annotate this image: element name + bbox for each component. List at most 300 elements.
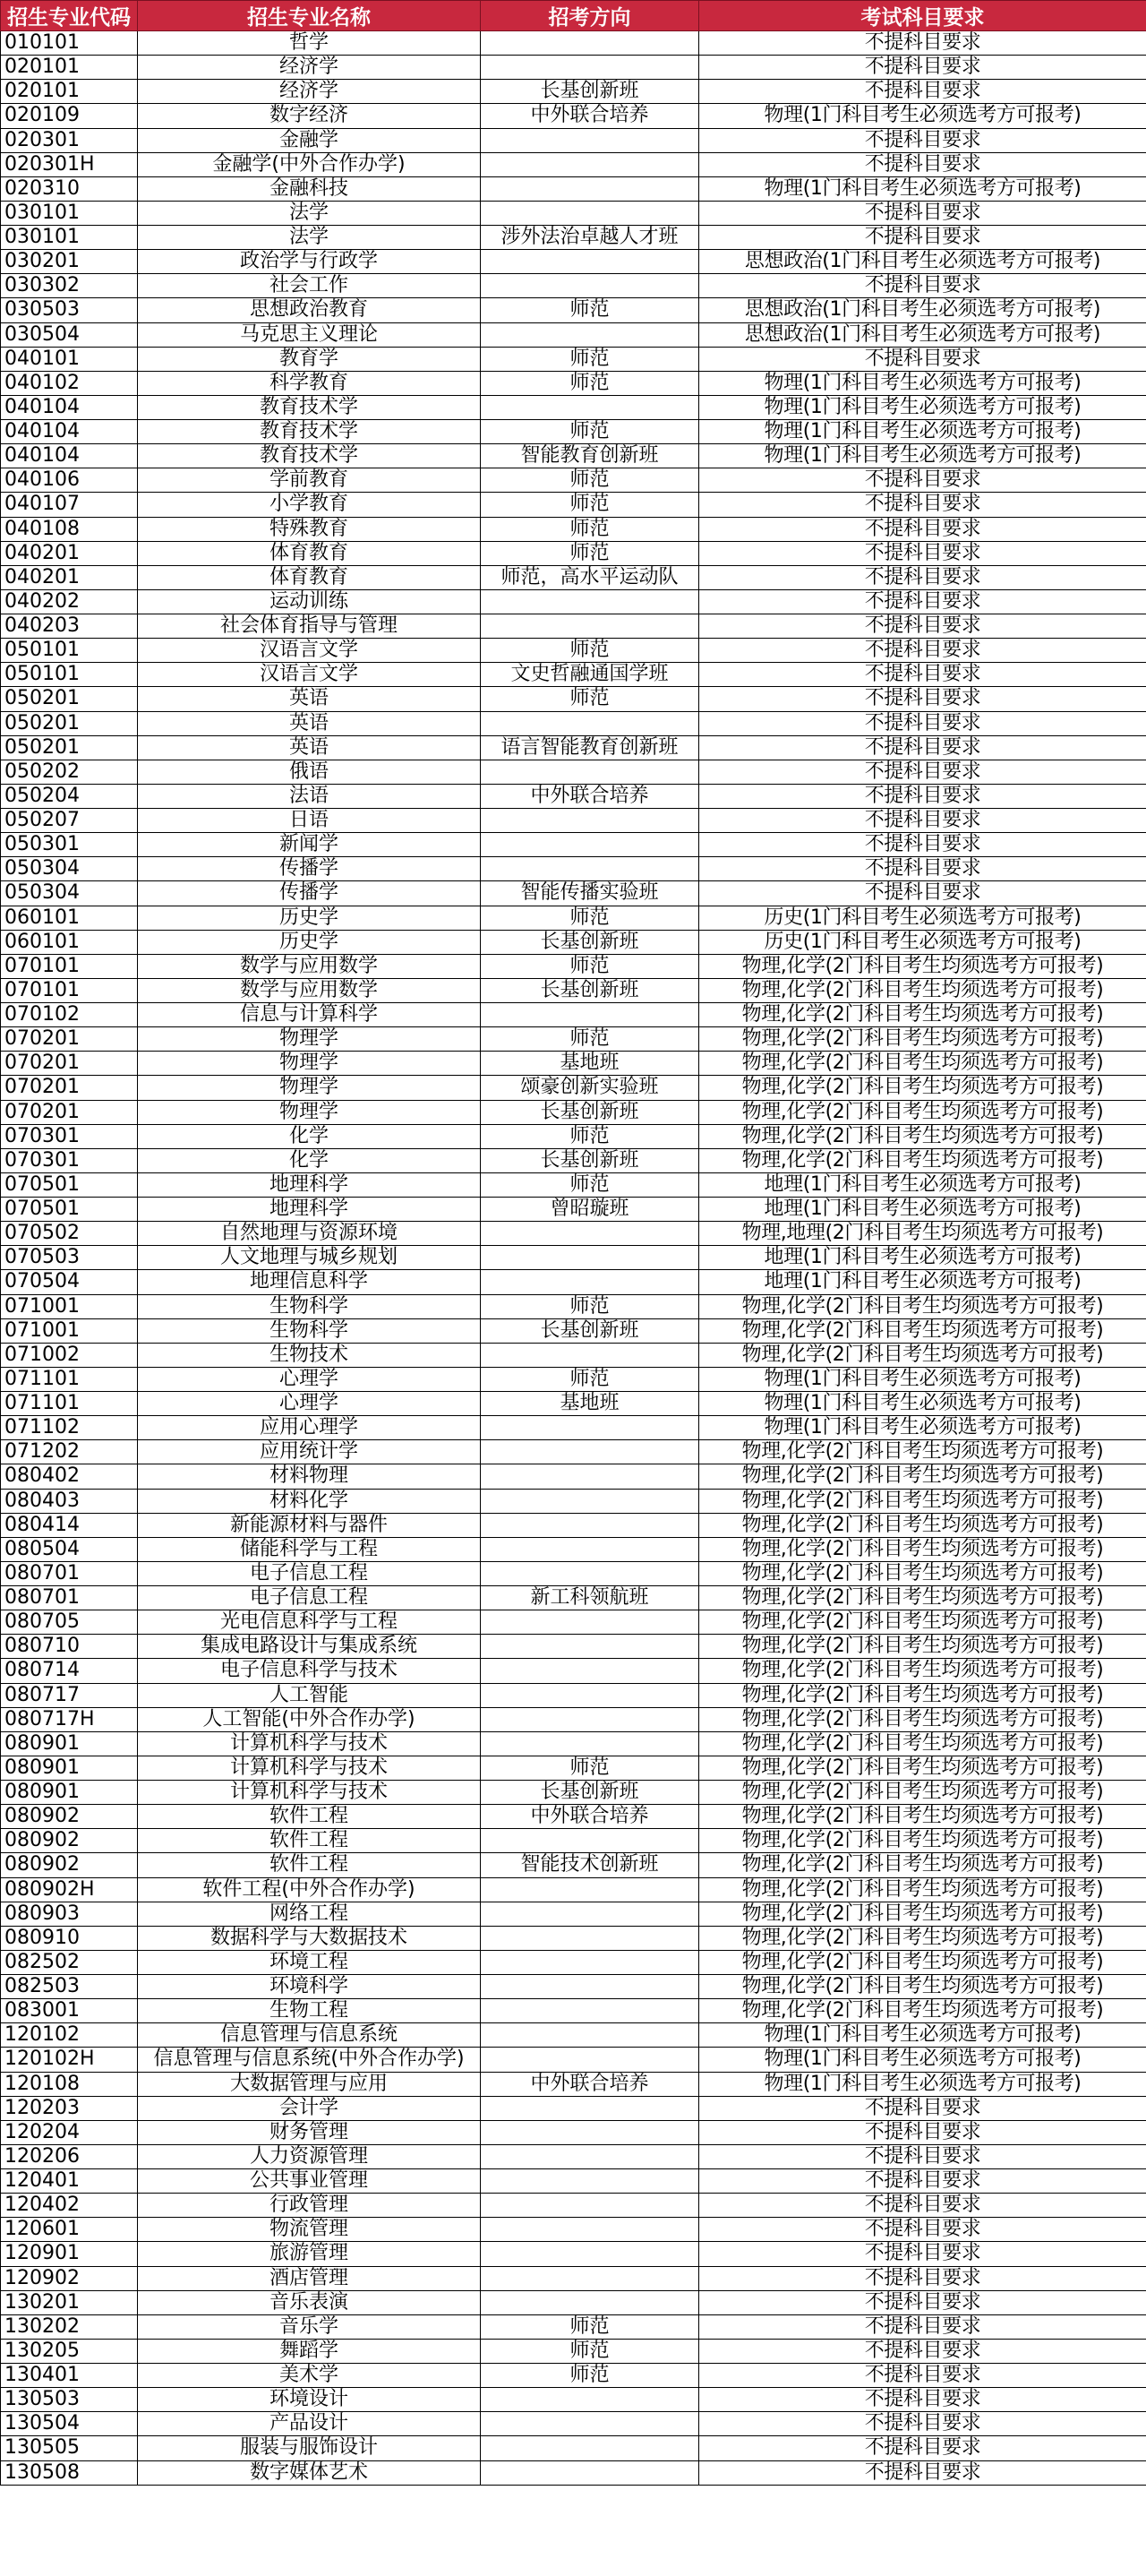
cell-name: 行政管理 <box>138 2194 481 2218</box>
cell-requirement: 物理,化学(2门科目考生均须选考方可报考) <box>699 1003 1146 1027</box>
table-row <box>1 2120 1146 2144</box>
table-body <box>1 31 1146 2486</box>
cell-name: 电子信息工程 <box>138 1586 481 1610</box>
cell-direction <box>481 1975 699 1999</box>
table-row <box>1 420 1146 444</box>
cell-code: 050304 <box>1 857 138 881</box>
cell-direction <box>481 2266 699 2290</box>
cell-direction <box>481 2290 699 2314</box>
cell-name: 生物科学 <box>138 1294 481 1318</box>
cell-name: 传播学 <box>138 857 481 881</box>
cell-requirement: 不提科目要求 <box>699 565 1146 589</box>
cell-code: 071202 <box>1 1440 138 1464</box>
cell-code: 080903 <box>1 1902 138 1926</box>
cell-code: 070503 <box>1 1246 138 1270</box>
table-row <box>1 298 1146 322</box>
cell-code: 070301 <box>1 1124 138 1148</box>
cell-code: 070101 <box>1 954 138 978</box>
cell-direction <box>481 589 699 614</box>
cell-requirement: 不提科目要求 <box>699 541 1146 565</box>
cell-code: 071101 <box>1 1392 138 1416</box>
cell-direction: 师范 <box>481 2364 699 2388</box>
cell-direction: 长基创新班 <box>481 1781 699 1805</box>
table-row <box>1 735 1146 760</box>
table-row <box>1 1367 1146 1391</box>
cell-direction <box>481 250 699 274</box>
cell-direction <box>481 2194 699 2218</box>
table-row <box>1 857 1146 881</box>
cell-code: 060101 <box>1 930 138 954</box>
cell-direction: 师范 <box>481 371 699 395</box>
table-row <box>1 2218 1146 2242</box>
cell-requirement: 物理,化学(2门科目考生均须选考方可报考) <box>699 1975 1146 1999</box>
table-row <box>1 978 1146 1002</box>
cell-name: 地理科学 <box>138 1198 481 1222</box>
cell-direction <box>481 1464 699 1489</box>
cell-code: 130201 <box>1 2290 138 2314</box>
cell-direction: 智能技术创新班 <box>481 1853 699 1877</box>
table-row <box>1 833 1146 857</box>
cell-name: 美术学 <box>138 2364 481 2388</box>
cell-requirement: 不提科目要求 <box>699 614 1146 639</box>
table-row <box>1 1659 1146 1683</box>
cell-name: 法语 <box>138 784 481 808</box>
cell-direction: 长基创新班 <box>481 978 699 1002</box>
cell-requirement: 不提科目要求 <box>699 468 1146 493</box>
table-row <box>1 614 1146 639</box>
cell-code: 050202 <box>1 760 138 784</box>
cell-direction: 师范 <box>481 468 699 493</box>
table-row <box>1 1999 1146 2023</box>
cell-requirement: 不提科目要求 <box>699 31 1146 56</box>
cell-requirement: 不提科目要求 <box>699 711 1146 735</box>
cell-code: 030503 <box>1 298 138 322</box>
cell-requirement: 不提科目要求 <box>699 2436 1146 2460</box>
cell-code: 080910 <box>1 1926 138 1950</box>
table-row <box>1 1440 1146 1464</box>
table-row <box>1 2048 1146 2072</box>
cell-name: 教育技术学 <box>138 395 481 419</box>
cell-direction: 师范 <box>481 1756 699 1780</box>
cell-requirement: 物理,化学(2门科目考生均须选考方可报考) <box>699 1561 1146 1585</box>
cell-direction <box>481 833 699 857</box>
cell-requirement: 物理(1门科目考生必须选考方可报考) <box>699 1416 1146 1440</box>
cell-code: 130205 <box>1 2339 138 2363</box>
cell-requirement: 不提科目要求 <box>699 784 1146 808</box>
cell-requirement: 不提科目要求 <box>699 2460 1146 2485</box>
cell-name: 信息管理与信息系统(中外合作办学) <box>138 2048 481 2072</box>
cell-requirement: 物理,化学(2门科目考生均须选考方可报考) <box>699 1100 1146 1124</box>
cell-code: 020101 <box>1 56 138 80</box>
cell-name: 金融学(中外合作办学) <box>138 152 481 176</box>
cell-code: 040104 <box>1 395 138 419</box>
cell-requirement: 物理,化学(2门科目考生均须选考方可报考) <box>699 1950 1146 1974</box>
cell-direction <box>481 1999 699 2023</box>
cell-name: 思想政治教育 <box>138 298 481 322</box>
cell-code: 040203 <box>1 614 138 639</box>
cell-code: 070201 <box>1 1100 138 1124</box>
cell-direction: 师范 <box>481 906 699 930</box>
cell-name: 应用心理学 <box>138 1416 481 1440</box>
table-row <box>1 1756 1146 1780</box>
cell-name: 心理学 <box>138 1392 481 1416</box>
cell-code: 080414 <box>1 1513 138 1537</box>
cell-name: 汉语言文学 <box>138 663 481 687</box>
table-row <box>1 31 1146 56</box>
cell-code: 070201 <box>1 1076 138 1100</box>
table-row <box>1 1829 1146 1853</box>
cell-code: 130503 <box>1 2388 138 2412</box>
cell-direction <box>481 614 699 639</box>
cell-direction: 基地班 <box>481 1392 699 1416</box>
cell-requirement: 物理,化学(2门科目考生均须选考方可报考) <box>699 1853 1146 1877</box>
cell-direction: 师范 <box>481 298 699 322</box>
cell-code: 030504 <box>1 322 138 347</box>
cell-requirement: 不提科目要求 <box>699 517 1146 541</box>
cell-requirement: 不提科目要求 <box>699 201 1146 225</box>
cell-code: 083001 <box>1 1999 138 2023</box>
cell-code: 050201 <box>1 687 138 711</box>
cell-requirement: 物理(1门科目考生必须选考方可报考) <box>699 2072 1146 2096</box>
cell-requirement: 不提科目要求 <box>699 2290 1146 2314</box>
table-row <box>1 1635 1146 1659</box>
cell-direction <box>481 1635 699 1659</box>
cell-code: 080714 <box>1 1659 138 1683</box>
cell-code: 040108 <box>1 517 138 541</box>
cell-name: 自然地理与资源环境 <box>138 1222 481 1246</box>
cell-name: 软件工程 <box>138 1805 481 1829</box>
cell-name: 马克思主义理论 <box>138 322 481 347</box>
cell-direction: 中外联合培养 <box>481 104 699 128</box>
table-row <box>1 2242 1146 2266</box>
cell-requirement: 不提科目要求 <box>699 809 1146 833</box>
table-row <box>1 1537 1146 1561</box>
table-row <box>1 711 1146 735</box>
cell-name: 产品设计 <box>138 2412 481 2436</box>
cell-name: 教育技术学 <box>138 420 481 444</box>
cell-name: 人文地理与城乡规划 <box>138 1246 481 1270</box>
cell-direction: 新工科领航班 <box>481 1586 699 1610</box>
cell-direction: 长基创新班 <box>481 930 699 954</box>
cell-code: 050101 <box>1 663 138 687</box>
cell-requirement: 不提科目要求 <box>699 493 1146 517</box>
cell-requirement: 物理,化学(2门科目考生均须选考方可报考) <box>699 1707 1146 1731</box>
cell-requirement: 地理(1门科目考生必须选考方可报考) <box>699 1198 1146 1222</box>
cell-requirement: 不提科目要求 <box>699 833 1146 857</box>
table-row <box>1 2460 1146 2485</box>
cell-code: 080717 <box>1 1683 138 1707</box>
cell-code: 040202 <box>1 589 138 614</box>
cell-requirement: 物理,化学(2门科目考生均须选考方可报考) <box>699 1294 1146 1318</box>
cell-direction: 文史哲融通国学班 <box>481 663 699 687</box>
cell-code: 070501 <box>1 1172 138 1197</box>
cell-direction <box>481 2144 699 2168</box>
cell-requirement: 物理(1门科目考生必须选考方可报考) <box>699 2048 1146 2072</box>
cell-name: 法学 <box>138 201 481 225</box>
cell-name: 信息管理与信息系统 <box>138 2023 481 2048</box>
cell-direction: 长基创新班 <box>481 1100 699 1124</box>
table-row <box>1 1731 1146 1756</box>
cell-code: 080901 <box>1 1781 138 1805</box>
table-row <box>1 954 1146 978</box>
cell-direction: 师范 <box>481 2339 699 2363</box>
cell-name: 信息与计算科学 <box>138 1003 481 1027</box>
table-row <box>1 1246 1146 1270</box>
cell-name: 环境设计 <box>138 2388 481 2412</box>
cell-direction <box>481 1246 699 1270</box>
table-row <box>1 2412 1146 2436</box>
table-row <box>1 2096 1146 2120</box>
cell-name: 教育学 <box>138 347 481 371</box>
table-row <box>1 1198 1146 1222</box>
cell-direction: 长基创新班 <box>481 1148 699 1172</box>
cell-code: 120102H <box>1 2048 138 2072</box>
cell-code: 020310 <box>1 176 138 201</box>
cell-code: 050101 <box>1 639 138 663</box>
cell-name: 社会体育指导与管理 <box>138 614 481 639</box>
cell-requirement: 不提科目要求 <box>699 347 1146 371</box>
table-row <box>1 371 1146 395</box>
table-row <box>1 1781 1146 1805</box>
cell-code: 070102 <box>1 1003 138 1027</box>
table-row <box>1 589 1146 614</box>
cell-name: 化学 <box>138 1124 481 1148</box>
cell-direction <box>481 152 699 176</box>
cell-name: 生物技术 <box>138 1343 481 1367</box>
cell-code: 120601 <box>1 2218 138 2242</box>
cell-requirement: 不提科目要求 <box>699 2194 1146 2218</box>
cell-requirement: 物理,化学(2门科目考生均须选考方可报考) <box>699 1537 1146 1561</box>
table-row <box>1 1683 1146 1707</box>
cell-name: 服装与服饰设计 <box>138 2436 481 2460</box>
cell-requirement: 地理(1门科目考生必须选考方可报考) <box>699 1172 1146 1197</box>
cell-name: 传播学 <box>138 881 481 906</box>
cell-direction <box>481 1731 699 1756</box>
cell-code: 030302 <box>1 274 138 298</box>
cell-name: 地理科学 <box>138 1172 481 1197</box>
table-row <box>1 1877 1146 1902</box>
header-name: 招生专业名称 <box>138 1 481 31</box>
cell-direction <box>481 2096 699 2120</box>
cell-name: 软件工程 <box>138 1853 481 1877</box>
cell-code: 080701 <box>1 1586 138 1610</box>
header-direction: 招考方向 <box>481 1 699 31</box>
table-header-row <box>1 1 1146 31</box>
table-row <box>1 201 1146 225</box>
header-code: 招生专业代码 <box>1 1 138 31</box>
cell-name: 储能科学与工程 <box>138 1537 481 1561</box>
cell-code: 080902 <box>1 1829 138 1853</box>
cell-requirement: 不提科目要求 <box>699 2120 1146 2144</box>
cell-code: 050207 <box>1 809 138 833</box>
table-row <box>1 1610 1146 1635</box>
cell-direction <box>481 128 699 152</box>
cell-code: 120203 <box>1 2096 138 2120</box>
cell-code: 130401 <box>1 2364 138 2388</box>
cell-name: 会计学 <box>138 2096 481 2120</box>
cell-name: 特殊教育 <box>138 517 481 541</box>
cell-direction <box>481 1537 699 1561</box>
table-row <box>1 2436 1146 2460</box>
cell-requirement: 历史(1门科目考生必须选考方可报考) <box>699 906 1146 930</box>
cell-requirement: 物理,地理(2门科目考生均须选考方可报考) <box>699 1222 1146 1246</box>
table-row <box>1 541 1146 565</box>
cell-name: 数字经济 <box>138 104 481 128</box>
cell-requirement: 物理,化学(2门科目考生均须选考方可报考) <box>699 1999 1146 2023</box>
cell-requirement: 物理,化学(2门科目考生均须选考方可报考) <box>699 1052 1146 1076</box>
table-row <box>1 1586 1146 1610</box>
cell-direction: 师范 <box>481 639 699 663</box>
cell-requirement: 不提科目要求 <box>699 128 1146 152</box>
cell-requirement: 物理,化学(2门科目考生均须选考方可报考) <box>699 1586 1146 1610</box>
cell-name: 数字媒体艺术 <box>138 2460 481 2485</box>
cell-requirement: 物理,化学(2门科目考生均须选考方可报考) <box>699 1731 1146 1756</box>
cell-requirement: 物理,化学(2门科目考生均须选考方可报考) <box>699 1489 1146 1513</box>
cell-direction <box>481 1950 699 1974</box>
cell-code: 130504 <box>1 2412 138 2436</box>
cell-direction <box>481 322 699 347</box>
table-row <box>1 1561 1146 1585</box>
cell-requirement: 物理,化学(2门科目考生均须选考方可报考) <box>699 1027 1146 1052</box>
cell-requirement: 地理(1门科目考生必须选考方可报考) <box>699 1246 1146 1270</box>
cell-code: 070301 <box>1 1148 138 1172</box>
cell-requirement: 不提科目要求 <box>699 2266 1146 2290</box>
table-row <box>1 1343 1146 1367</box>
table-row <box>1 565 1146 589</box>
cell-code: 070201 <box>1 1027 138 1052</box>
cell-name: 材料物理 <box>138 1464 481 1489</box>
cell-direction <box>481 1707 699 1731</box>
table-row <box>1 1294 1146 1318</box>
table-row <box>1 1950 1146 1974</box>
cell-direction <box>481 760 699 784</box>
table-row <box>1 104 1146 128</box>
cell-requirement: 不提科目要求 <box>699 2096 1146 2120</box>
cell-requirement: 思想政治(1门科目考生必须选考方可报考) <box>699 322 1146 347</box>
cell-requirement: 不提科目要求 <box>699 2339 1146 2363</box>
cell-requirement: 物理(1门科目考生必须选考方可报考) <box>699 1367 1146 1391</box>
cell-code: 080902 <box>1 1853 138 1877</box>
cell-direction <box>481 2023 699 2048</box>
table-row <box>1 2072 1146 2096</box>
cell-code: 080403 <box>1 1489 138 1513</box>
cell-name: 英语 <box>138 735 481 760</box>
table-row <box>1 444 1146 468</box>
cell-requirement: 物理,化学(2门科目考生均须选考方可报考) <box>699 1464 1146 1489</box>
table-row <box>1 1805 1146 1829</box>
cell-name: 新能源材料与器件 <box>138 1513 481 1537</box>
cell-direction: 颂豪创新实验班 <box>481 1076 699 1100</box>
table-row <box>1 1148 1146 1172</box>
cell-direction <box>481 201 699 225</box>
cell-name: 软件工程 <box>138 1829 481 1853</box>
cell-requirement: 不提科目要求 <box>699 735 1146 760</box>
cell-code: 020301 <box>1 128 138 152</box>
cell-code: 130508 <box>1 2460 138 2485</box>
cell-code: 050301 <box>1 833 138 857</box>
cell-direction <box>481 2412 699 2436</box>
cell-requirement: 物理,化学(2门科目考生均须选考方可报考) <box>699 954 1146 978</box>
cell-code: 130505 <box>1 2436 138 2460</box>
table-row <box>1 1707 1146 1731</box>
cell-requirement: 物理,化学(2门科目考生均须选考方可报考) <box>699 1610 1146 1635</box>
cell-direction: 师范，高水平运动队 <box>481 565 699 589</box>
table-row <box>1 80 1146 104</box>
cell-requirement: 不提科目要求 <box>699 2364 1146 2388</box>
cell-name: 物理学 <box>138 1027 481 1052</box>
cell-name: 金融科技 <box>138 176 481 201</box>
cell-requirement: 地理(1门科目考生必须选考方可报考) <box>699 1270 1146 1294</box>
table-row <box>1 2364 1146 2388</box>
cell-code: 020301H <box>1 152 138 176</box>
cell-direction: 智能教育创新班 <box>481 444 699 468</box>
cell-direction <box>481 1513 699 1537</box>
table-row <box>1 1902 1146 1926</box>
cell-requirement: 不提科目要求 <box>699 760 1146 784</box>
table-row <box>1 784 1146 808</box>
cell-code: 080902 <box>1 1805 138 1829</box>
cell-direction <box>481 2218 699 2242</box>
cell-direction <box>481 1561 699 1585</box>
cell-direction: 曾昭璇班 <box>481 1198 699 1222</box>
table-row <box>1 1027 1146 1052</box>
cell-name: 电子信息科学与技术 <box>138 1659 481 1683</box>
table-row <box>1 1124 1146 1148</box>
cell-direction: 基地班 <box>481 1052 699 1076</box>
table-row <box>1 906 1146 930</box>
cell-name: 物理学 <box>138 1076 481 1100</box>
table-row <box>1 1100 1146 1124</box>
cell-code: 070101 <box>1 978 138 1002</box>
cell-requirement: 物理,化学(2门科目考生均须选考方可报考) <box>699 1440 1146 1464</box>
cell-direction: 智能传播实验班 <box>481 881 699 906</box>
cell-requirement: 物理,化学(2门科目考生均须选考方可报考) <box>699 1877 1146 1902</box>
cell-code: 050304 <box>1 881 138 906</box>
cell-requirement: 物理,化学(2门科目考生均须选考方可报考) <box>699 1124 1146 1148</box>
cell-code: 120204 <box>1 2120 138 2144</box>
cell-name: 英语 <box>138 687 481 711</box>
cell-name: 哲学 <box>138 31 481 56</box>
cell-code: 080717H <box>1 1707 138 1731</box>
cell-name: 政治学与行政学 <box>138 250 481 274</box>
cell-name: 生物科学 <box>138 1318 481 1343</box>
cell-name: 旅游管理 <box>138 2242 481 2266</box>
cell-direction: 中外联合培养 <box>481 784 699 808</box>
cell-name: 经济学 <box>138 80 481 104</box>
table-row <box>1 56 1146 80</box>
cell-name: 计算机科学与技术 <box>138 1781 481 1805</box>
header-requirement: 考试科目要求 <box>699 1 1146 31</box>
cell-requirement: 不提科目要求 <box>699 2218 1146 2242</box>
cell-code: 082502 <box>1 1950 138 1974</box>
table-row <box>1 176 1146 201</box>
table-row <box>1 347 1146 371</box>
cell-direction <box>481 1003 699 1027</box>
cell-requirement: 物理,化学(2门科目考生均须选考方可报考) <box>699 1318 1146 1343</box>
cell-code: 040201 <box>1 541 138 565</box>
cell-requirement: 物理(1门科目考生必须选考方可报考) <box>699 2023 1146 2048</box>
cell-direction: 师范 <box>481 347 699 371</box>
cell-requirement: 不提科目要求 <box>699 274 1146 298</box>
cell-name: 材料化学 <box>138 1489 481 1513</box>
cell-name: 学前教育 <box>138 468 481 493</box>
table-row <box>1 468 1146 493</box>
cell-name: 物理学 <box>138 1052 481 1076</box>
cell-code: 020101 <box>1 80 138 104</box>
cell-name: 光电信息科学与工程 <box>138 1610 481 1635</box>
cell-direction <box>481 56 699 80</box>
cell-direction <box>481 711 699 735</box>
